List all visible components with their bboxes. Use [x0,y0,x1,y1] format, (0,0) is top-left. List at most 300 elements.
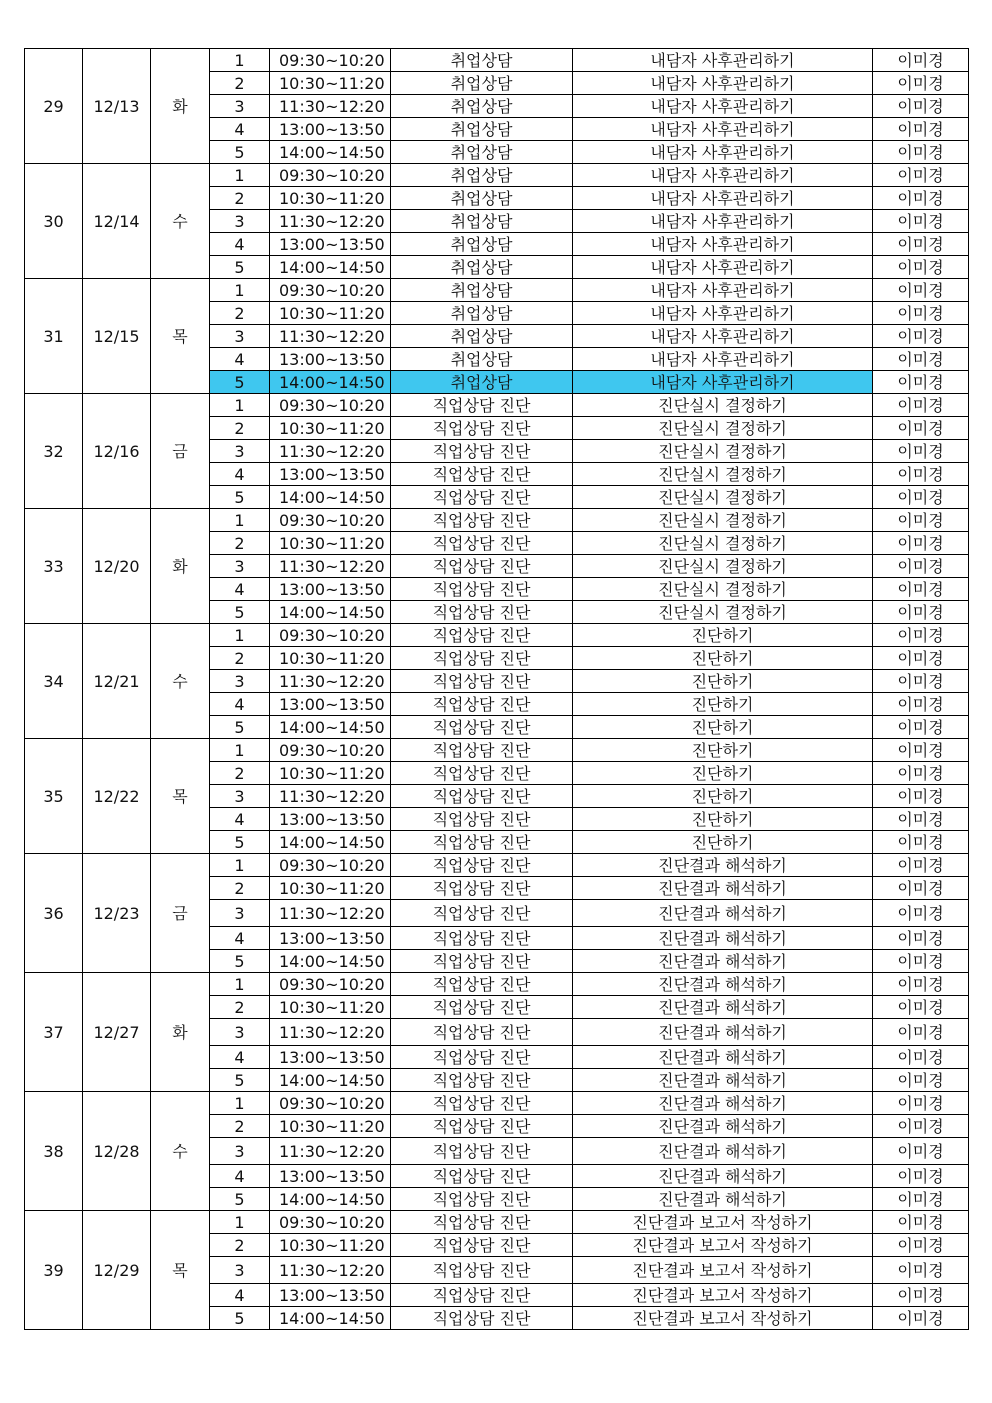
weekday-cell: 화 [151,49,210,164]
subject-cell: 직업상담 진단 [391,670,573,693]
period-no-cell: 1 [210,624,270,647]
topic-cell: 진단실시 결정하기 [573,440,873,463]
subject-cell: 취업상담 [391,325,573,348]
subject-cell: 직업상담 진단 [391,762,573,785]
teacher-cell: 이미경 [873,739,969,762]
time-cell: 14:00~14:50 [270,950,391,973]
topic-cell: 진단실시 결정하기 [573,578,873,601]
topic-cell: 진단실시 결정하기 [573,394,873,417]
time-cell: 14:00~14:50 [270,1069,391,1092]
topic-cell: 진단실시 결정하기 [573,463,873,486]
time-cell: 11:30~12:20 [270,210,391,233]
time-cell: 09:30~10:20 [270,624,391,647]
table-row [25,739,969,762]
teacher-cell: 이미경 [873,49,969,72]
subject-cell: 직업상담 진단 [391,854,573,877]
period-no-cell: 2 [210,877,270,900]
subject-cell: 직업상담 진단 [391,973,573,996]
time-cell: 14:00~14:50 [270,1307,391,1330]
teacher-cell: 이미경 [873,440,969,463]
weekday-cell: 수 [151,164,210,279]
time-cell: 09:30~10:20 [270,394,391,417]
topic-cell: 진단결과 해석하기 [573,1019,873,1046]
session-cell: 39 [25,1211,83,1330]
session-cell: 29 [25,49,83,164]
period-no-cell: 2 [210,1115,270,1138]
topic-cell: 내담자 사후관리하기 [573,187,873,210]
subject-cell: 직업상담 진단 [391,808,573,831]
time-cell: 10:30~11:20 [270,302,391,325]
teacher-cell: 이미경 [873,532,969,555]
subject-cell: 취업상담 [391,72,573,95]
date-cell: 12/23 [83,854,151,973]
topic-cell: 진단하기 [573,808,873,831]
subject-cell: 직업상담 진단 [391,578,573,601]
period-no-cell: 5 [210,1307,270,1330]
period-no-cell: 5 [210,1069,270,1092]
period-no-cell: 5 [210,141,270,164]
subject-cell: 직업상담 진단 [391,394,573,417]
session-cell: 32 [25,394,83,509]
teacher-cell: 이미경 [873,716,969,739]
topic-cell: 진단실시 결정하기 [573,417,873,440]
time-cell: 10:30~11:20 [270,417,391,440]
date-cell: 12/22 [83,739,151,854]
table-row [25,49,969,72]
time-cell: 13:00~13:50 [270,578,391,601]
period-no-cell: 3 [210,325,270,348]
teacher-cell: 이미경 [873,762,969,785]
topic-cell: 내담자 사후관리하기 [573,325,873,348]
time-cell: 10:30~11:20 [270,1234,391,1257]
subject-cell: 취업상담 [391,118,573,141]
subject-cell: 취업상담 [391,95,573,118]
teacher-cell: 이미경 [873,831,969,854]
teacher-cell: 이미경 [873,1284,969,1307]
period-no-cell: 1 [210,1092,270,1115]
subject-cell: 직업상담 진단 [391,1211,573,1234]
topic-cell: 진단결과 보고서 작성하기 [573,1284,873,1307]
date-cell: 12/29 [83,1211,151,1330]
subject-cell: 직업상담 진단 [391,1165,573,1188]
time-cell: 14:00~14:50 [270,141,391,164]
teacher-cell: 이미경 [873,1092,969,1115]
topic-cell: 진단하기 [573,647,873,670]
teacher-cell: 이미경 [873,578,969,601]
period-no-cell: 2 [210,647,270,670]
subject-cell: 직업상담 진단 [391,532,573,555]
topic-cell: 내담자 사후관리하기 [573,210,873,233]
time-cell: 13:00~13:50 [270,348,391,371]
period-no-cell: 4 [210,808,270,831]
period-no-cell: 4 [210,693,270,716]
session-cell: 30 [25,164,83,279]
teacher-cell: 이미경 [873,927,969,950]
time-cell: 13:00~13:50 [270,233,391,256]
period-no-cell: 5 [210,256,270,279]
topic-cell: 진단결과 보고서 작성하기 [573,1211,873,1234]
time-cell: 10:30~11:20 [270,647,391,670]
period-no-cell: 5 [210,831,270,854]
time-cell: 13:00~13:50 [270,808,391,831]
time-cell: 14:00~14:50 [270,1188,391,1211]
topic-cell: 내담자 사후관리하기 [573,72,873,95]
time-cell: 14:00~14:50 [270,486,391,509]
period-no-cell: 5 [210,950,270,973]
topic-cell: 내담자 사후관리하기 [573,279,873,302]
topic-cell: 내담자 사후관리하기 [573,95,873,118]
topic-cell: 진단결과 해석하기 [573,1092,873,1115]
subject-cell: 직업상담 진단 [391,1019,573,1046]
table-row [25,854,969,877]
period-no-cell: 1 [210,739,270,762]
subject-cell: 취업상담 [391,233,573,256]
topic-cell: 진단하기 [573,624,873,647]
time-cell: 09:30~10:20 [270,739,391,762]
time-cell: 13:00~13:50 [270,1284,391,1307]
teacher-cell: 이미경 [873,1115,969,1138]
teacher-cell: 이미경 [873,233,969,256]
period-no-cell: 4 [210,118,270,141]
time-cell: 14:00~14:50 [270,716,391,739]
period-no-cell: 1 [210,164,270,187]
period-no-cell: 1 [210,973,270,996]
topic-cell: 진단하기 [573,785,873,808]
topic-cell: 내담자 사후관리하기 [573,49,873,72]
teacher-cell: 이미경 [873,1257,969,1284]
weekday-cell: 화 [151,509,210,624]
subject-cell: 직업상담 진단 [391,1257,573,1284]
topic-cell: 내담자 사후관리하기 [573,348,873,371]
topic-cell: 진단실시 결정하기 [573,532,873,555]
session-cell: 36 [25,854,83,973]
subject-cell: 직업상담 진단 [391,463,573,486]
period-no-cell: 3 [210,210,270,233]
period-no-cell: 2 [210,762,270,785]
time-cell: 11:30~12:20 [270,555,391,578]
weekday-cell: 목 [151,739,210,854]
teacher-cell: 이미경 [873,1165,969,1188]
subject-cell: 직업상담 진단 [391,739,573,762]
schedule-table [24,48,969,1330]
teacher-cell: 이미경 [873,187,969,210]
subject-cell: 직업상담 진단 [391,996,573,1019]
time-cell: 11:30~12:20 [270,785,391,808]
subject-cell: 직업상담 진단 [391,716,573,739]
subject-cell: 직업상담 진단 [391,785,573,808]
period-no-cell: 4 [210,233,270,256]
topic-cell: 진단결과 보고서 작성하기 [573,1234,873,1257]
time-cell: 11:30~12:20 [270,440,391,463]
topic-cell: 진단결과 해석하기 [573,950,873,973]
time-cell: 14:00~14:50 [270,601,391,624]
subject-cell: 취업상담 [391,164,573,187]
teacher-cell: 이미경 [873,118,969,141]
date-cell: 12/27 [83,973,151,1092]
weekday-cell: 화 [151,973,210,1092]
date-cell: 12/13 [83,49,151,164]
teacher-cell: 이미경 [873,164,969,187]
weekday-cell: 수 [151,1092,210,1211]
time-cell: 11:30~12:20 [270,900,391,927]
period-no-cell: 5 [210,601,270,624]
teacher-cell: 이미경 [873,693,969,716]
period-no-cell: 1 [210,279,270,302]
time-cell: 11:30~12:20 [270,670,391,693]
subject-cell: 취업상담 [391,210,573,233]
period-no-cell: 5 [210,486,270,509]
period-no-cell: 3 [210,900,270,927]
teacher-cell: 이미경 [873,371,969,394]
time-cell: 09:30~10:20 [270,509,391,532]
time-cell: 13:00~13:50 [270,693,391,716]
subject-cell: 취업상담 [391,279,573,302]
subject-cell: 직업상담 진단 [391,509,573,532]
session-cell: 34 [25,624,83,739]
session-cell: 31 [25,279,83,394]
subject-cell: 취업상담 [391,256,573,279]
teacher-cell: 이미경 [873,973,969,996]
subject-cell: 취업상담 [391,187,573,210]
time-cell: 10:30~11:20 [270,877,391,900]
period-no-cell: 2 [210,72,270,95]
teacher-cell: 이미경 [873,1307,969,1330]
period-no-cell: 5 [210,1188,270,1211]
teacher-cell: 이미경 [873,463,969,486]
period-no-cell: 4 [210,1165,270,1188]
teacher-cell: 이미경 [873,1138,969,1165]
teacher-cell: 이미경 [873,877,969,900]
table-row [25,1092,969,1115]
subject-cell: 직업상담 진단 [391,601,573,624]
time-cell: 13:00~13:50 [270,927,391,950]
teacher-cell: 이미경 [873,670,969,693]
time-cell: 09:30~10:20 [270,164,391,187]
teacher-cell: 이미경 [873,417,969,440]
period-no-cell: 2 [210,1234,270,1257]
teacher-cell: 이미경 [873,1188,969,1211]
subject-cell: 직업상담 진단 [391,1188,573,1211]
weekday-cell: 금 [151,854,210,973]
teacher-cell: 이미경 [873,854,969,877]
subject-cell: 직업상담 진단 [391,555,573,578]
topic-cell: 진단결과 해석하기 [573,1115,873,1138]
teacher-cell: 이미경 [873,900,969,927]
subject-cell: 직업상담 진단 [391,1307,573,1330]
subject-cell: 직업상담 진단 [391,693,573,716]
period-no-cell: 3 [210,95,270,118]
subject-cell: 직업상담 진단 [391,950,573,973]
period-no-cell: 3 [210,785,270,808]
subject-cell: 직업상담 진단 [391,440,573,463]
subject-cell: 직업상담 진단 [391,1115,573,1138]
date-cell: 12/21 [83,624,151,739]
period-no-cell: 2 [210,996,270,1019]
topic-cell: 진단실시 결정하기 [573,486,873,509]
weekday-cell: 목 [151,279,210,394]
time-cell: 09:30~10:20 [270,279,391,302]
period-no-cell: 2 [210,417,270,440]
subject-cell: 취업상담 [391,302,573,325]
topic-cell: 진단하기 [573,762,873,785]
time-cell: 13:00~13:50 [270,1046,391,1069]
session-cell: 33 [25,509,83,624]
time-cell: 11:30~12:20 [270,1138,391,1165]
teacher-cell: 이미경 [873,950,969,973]
date-cell: 12/14 [83,164,151,279]
subject-cell: 직업상담 진단 [391,486,573,509]
topic-cell: 진단결과 해석하기 [573,927,873,950]
table-row [25,973,969,996]
subject-cell: 직업상담 진단 [391,831,573,854]
time-cell: 14:00~14:50 [270,831,391,854]
date-cell: 12/20 [83,509,151,624]
time-cell: 13:00~13:50 [270,1165,391,1188]
topic-cell: 내담자 사후관리하기 [573,302,873,325]
teacher-cell: 이미경 [873,601,969,624]
period-no-cell: 3 [210,555,270,578]
topic-cell: 진단하기 [573,670,873,693]
period-no-cell: 1 [210,854,270,877]
time-cell: 10:30~11:20 [270,996,391,1019]
session-cell: 35 [25,739,83,854]
topic-cell: 진단하기 [573,831,873,854]
time-cell: 13:00~13:50 [270,463,391,486]
table-row [25,164,969,187]
topic-cell: 진단결과 해석하기 [573,877,873,900]
subject-cell: 직업상담 진단 [391,1092,573,1115]
session-cell: 37 [25,973,83,1092]
time-cell: 09:30~10:20 [270,973,391,996]
topic-cell: 진단하기 [573,693,873,716]
period-no-cell: 1 [210,49,270,72]
subject-cell: 취업상담 [391,371,573,394]
date-cell: 12/28 [83,1092,151,1211]
table-row [25,624,969,647]
subject-cell: 직업상담 진단 [391,927,573,950]
time-cell: 11:30~12:20 [270,95,391,118]
topic-cell: 진단결과 해석하기 [573,1138,873,1165]
topic-cell: 진단결과 해석하기 [573,1046,873,1069]
teacher-cell: 이미경 [873,325,969,348]
period-no-cell: 2 [210,302,270,325]
subject-cell: 직업상담 진단 [391,417,573,440]
teacher-cell: 이미경 [873,95,969,118]
topic-cell: 진단실시 결정하기 [573,555,873,578]
subject-cell: 직업상담 진단 [391,1138,573,1165]
topic-cell: 진단하기 [573,739,873,762]
teacher-cell: 이미경 [873,647,969,670]
teacher-cell: 이미경 [873,210,969,233]
time-cell: 09:30~10:20 [270,854,391,877]
topic-cell: 진단실시 결정하기 [573,601,873,624]
period-no-cell: 3 [210,1257,270,1284]
topic-cell: 진단결과 해석하기 [573,900,873,927]
period-no-cell: 1 [210,394,270,417]
period-no-cell: 3 [210,1138,270,1165]
table-row [25,279,969,302]
topic-cell: 내담자 사후관리하기 [573,118,873,141]
period-no-cell: 4 [210,1046,270,1069]
time-cell: 11:30~12:20 [270,1019,391,1046]
topic-cell: 내담자 사후관리하기 [573,256,873,279]
period-no-cell: 3 [210,670,270,693]
teacher-cell: 이미경 [873,141,969,164]
topic-cell: 진단실시 결정하기 [573,509,873,532]
time-cell: 10:30~11:20 [270,1115,391,1138]
period-no-cell: 3 [210,1019,270,1046]
time-cell: 11:30~12:20 [270,1257,391,1284]
teacher-cell: 이미경 [873,1046,969,1069]
period-no-cell: 3 [210,440,270,463]
topic-cell: 진단결과 해석하기 [573,1069,873,1092]
teacher-cell: 이미경 [873,394,969,417]
time-cell: 13:00~13:50 [270,118,391,141]
period-no-cell: 4 [210,463,270,486]
subject-cell: 취업상담 [391,141,573,164]
teacher-cell: 이미경 [873,509,969,532]
time-cell: 09:30~10:20 [270,1211,391,1234]
subject-cell: 취업상담 [391,348,573,371]
teacher-cell: 이미경 [873,785,969,808]
subject-cell: 직업상담 진단 [391,1046,573,1069]
time-cell: 14:00~14:50 [270,256,391,279]
session-cell: 38 [25,1092,83,1211]
topic-cell: 진단결과 보고서 작성하기 [573,1257,873,1284]
subject-cell: 직업상담 진단 [391,647,573,670]
time-cell: 14:00~14:50 [270,371,391,394]
topic-cell: 진단결과 보고서 작성하기 [573,1307,873,1330]
time-cell: 10:30~11:20 [270,72,391,95]
period-no-cell: 1 [210,1211,270,1234]
period-no-cell: 2 [210,532,270,555]
teacher-cell: 이미경 [873,486,969,509]
date-cell: 12/15 [83,279,151,394]
time-cell: 10:30~11:20 [270,532,391,555]
time-cell: 09:30~10:20 [270,49,391,72]
time-cell: 09:30~10:20 [270,1092,391,1115]
topic-cell: 진단결과 해석하기 [573,1188,873,1211]
subject-cell: 직업상담 진단 [391,1284,573,1307]
period-no-cell: 4 [210,927,270,950]
subject-cell: 직업상담 진단 [391,1234,573,1257]
teacher-cell: 이미경 [873,1211,969,1234]
period-no-cell: 5 [210,371,270,394]
subject-cell: 직업상담 진단 [391,1069,573,1092]
weekday-cell: 수 [151,624,210,739]
teacher-cell: 이미경 [873,302,969,325]
weekday-cell: 목 [151,1211,210,1330]
teacher-cell: 이미경 [873,1069,969,1092]
period-no-cell: 1 [210,509,270,532]
teacher-cell: 이미경 [873,348,969,371]
teacher-cell: 이미경 [873,996,969,1019]
topic-cell: 진단하기 [573,716,873,739]
topic-cell: 진단결과 해석하기 [573,854,873,877]
teacher-cell: 이미경 [873,555,969,578]
table-row [25,509,969,532]
topic-cell: 내담자 사후관리하기 [573,233,873,256]
period-no-cell: 5 [210,716,270,739]
teacher-cell: 이미경 [873,1234,969,1257]
topic-cell: 내담자 사후관리하기 [573,371,873,394]
teacher-cell: 이미경 [873,1019,969,1046]
topic-cell: 진단결과 해석하기 [573,1165,873,1188]
period-no-cell: 4 [210,1284,270,1307]
table-row [25,1211,969,1234]
period-no-cell: 4 [210,578,270,601]
teacher-cell: 이미경 [873,808,969,831]
